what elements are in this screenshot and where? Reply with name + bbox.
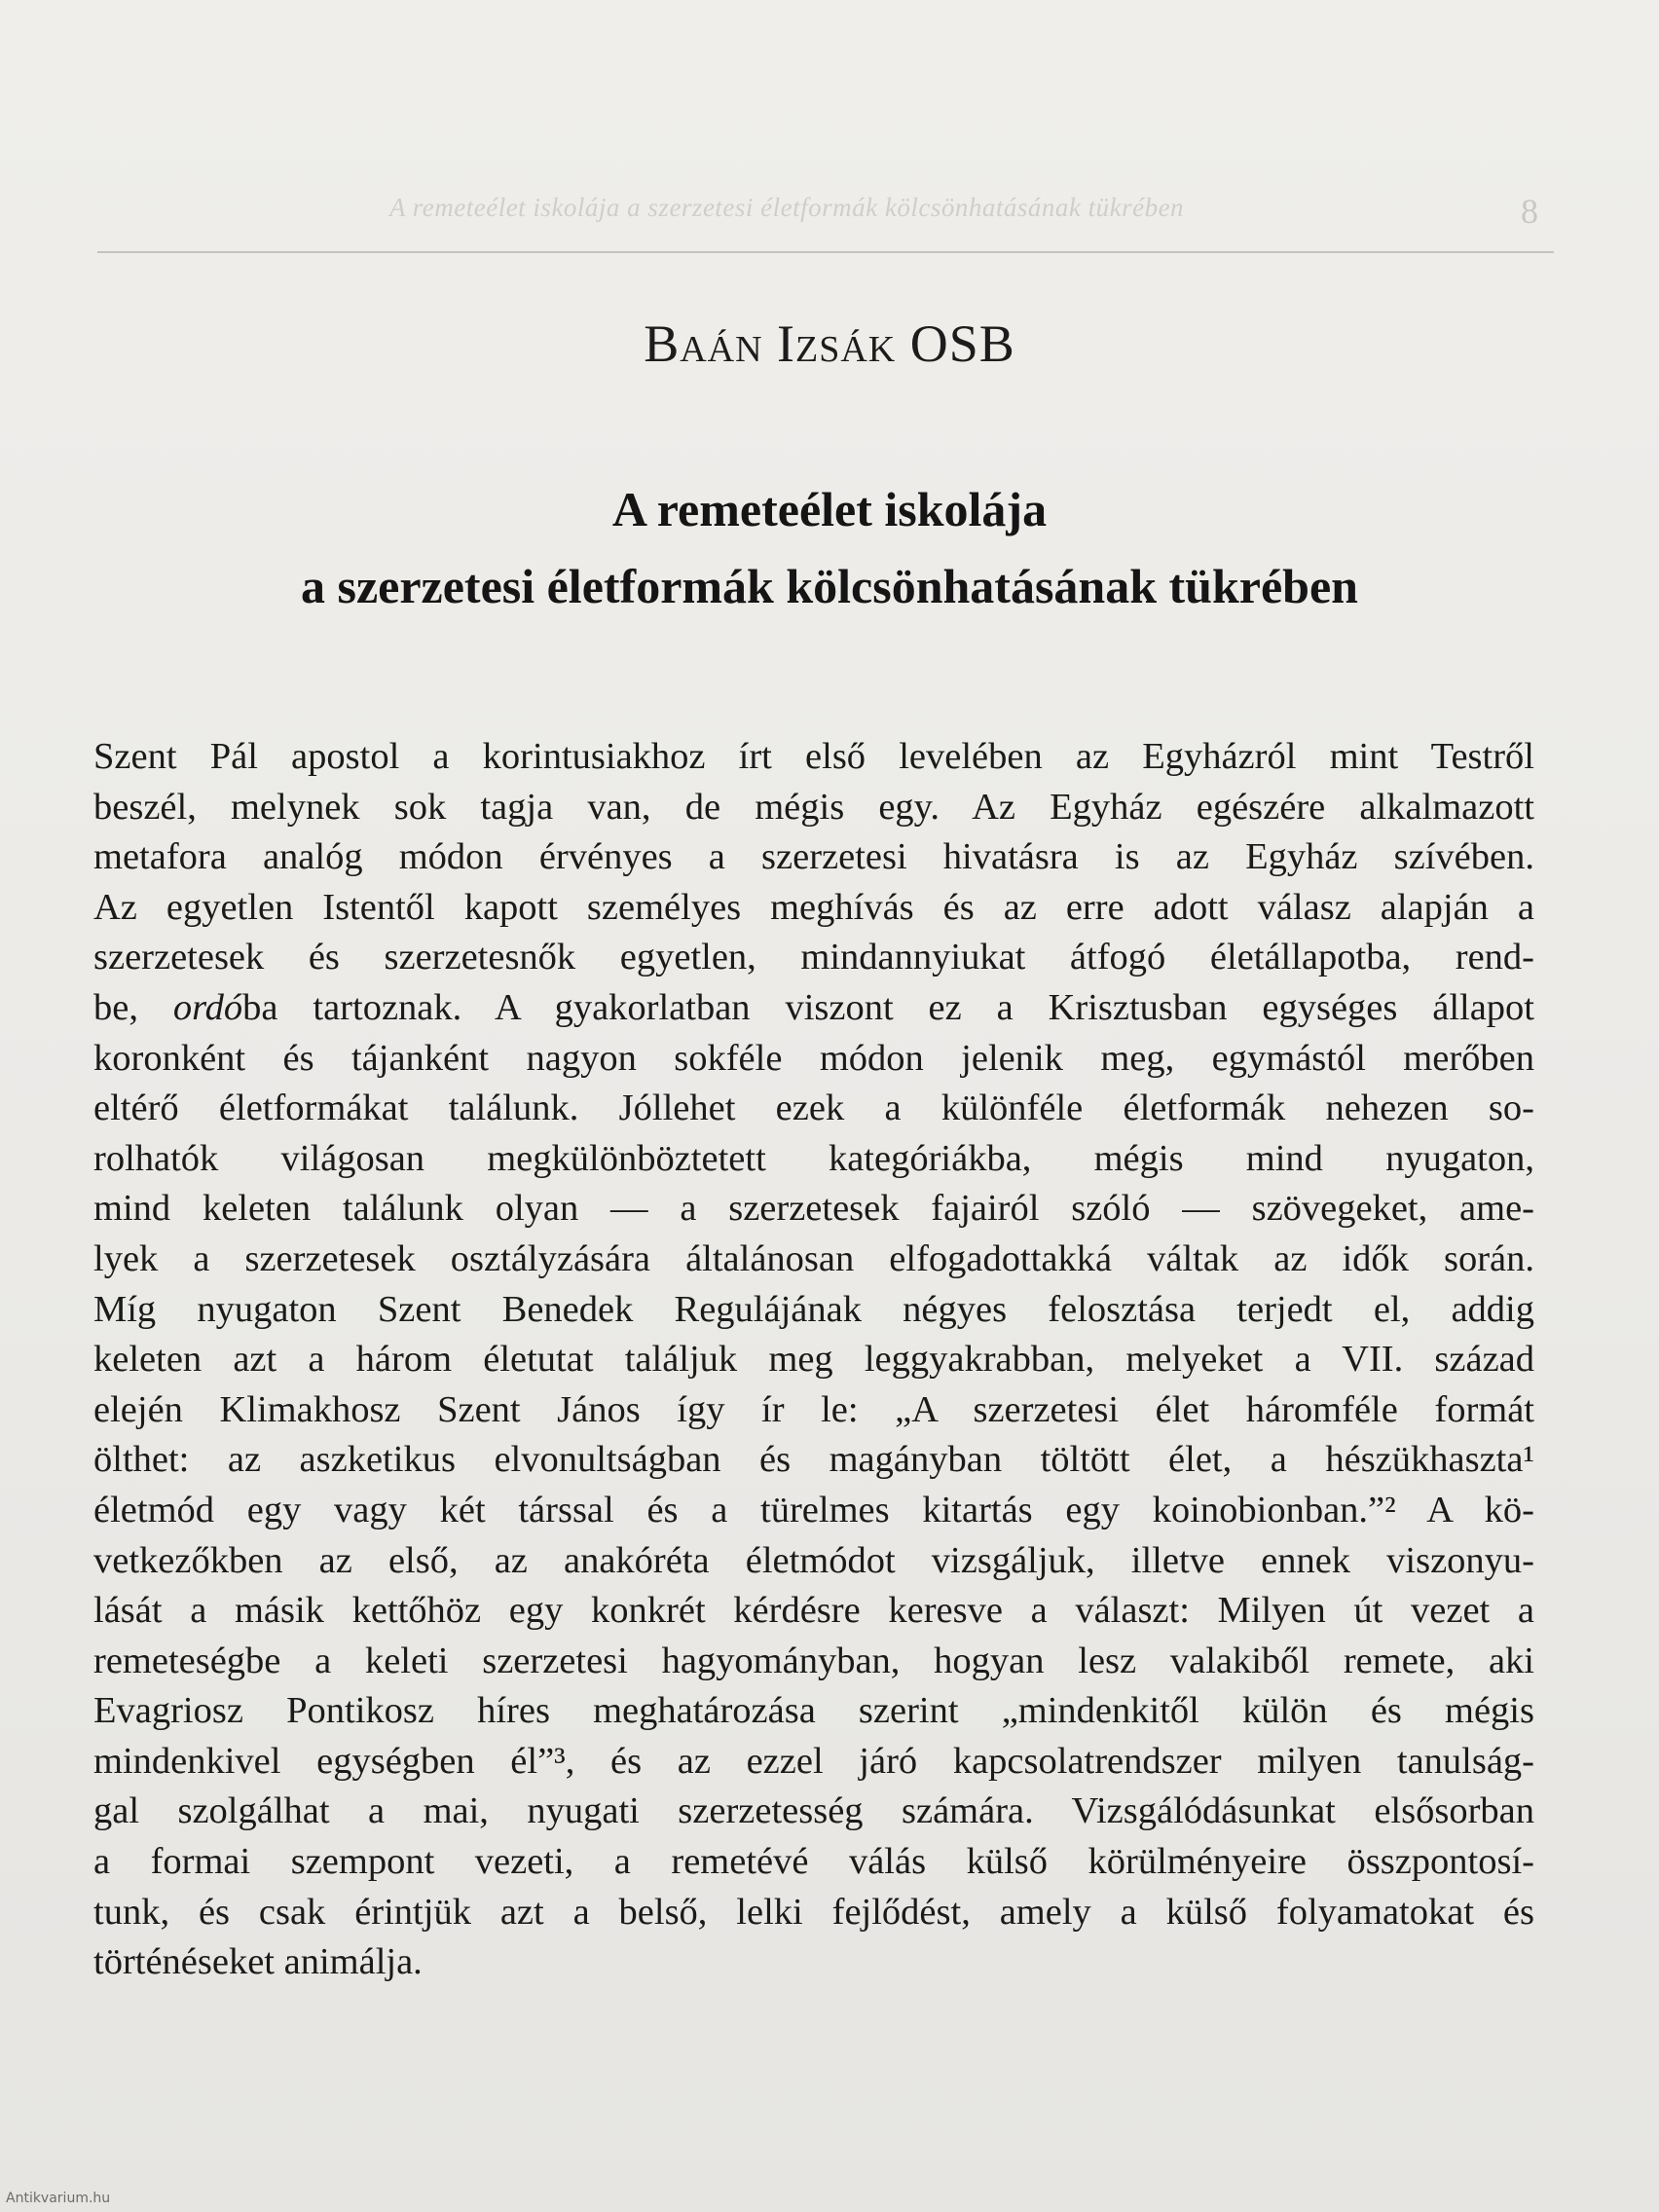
body-line: mindenkivel egységben él”³, és az ezzel járó kapcsolatrendszer milyen tanulság-	[93, 1740, 1534, 1782]
body-line: lását a másik kettőhöz egy konkrét kérdésre keresve a választ: Milyen út vezet a	[93, 1590, 1534, 1632]
body-line: beszél, melynek sok tagja van, de mégis egy. Az Egyház egészére alkalmazott	[93, 786, 1534, 828]
article-title	[97, 471, 1562, 625]
body-line: Szent Pál apostol a korintusiakhoz írt első levelében az Egyházról mint Testről	[93, 736, 1534, 777]
running-header: A remeteélet iskolája a szerzetesi életformák kölcsönhatásának tükrében	[389, 193, 1185, 222]
body-line: vetkezőkben az első, az anakóréta életmódot vizsgáljuk, illetve ennek viszonyu-	[93, 1539, 1534, 1581]
body-line: Evagriosz Pontikosz híres meghatározása szerint „mindenkitől külön és mégis	[93, 1690, 1534, 1732]
title-line: a szerzetesi életformák kölcsönhatásának tükrében	[301, 559, 1358, 613]
body-line: Míg nyugaton Szent Benedek Regulájának négyes felosztása terjedt el, addig	[93, 1288, 1534, 1330]
body-line: a formai szempont vezeti, a remetévé válás külső körülményeire összpontosí-	[93, 1841, 1534, 1883]
author-name: Baán Izsák OSB	[644, 314, 1015, 373]
body-line: történéseket animálja.	[93, 1941, 423, 1983]
body-line: ölthet: az aszketikus elvonultságban és magányban töltött élet, a hészükhaszta¹	[93, 1439, 1534, 1481]
body-line: mind keleten találunk olyan — a szerzetesek fajairól szóló — szövegeket, ame-	[93, 1188, 1534, 1230]
body-line: elején Klimakhosz Szent János így ír le: „A szerzetesi élet háromféle formát	[93, 1388, 1534, 1430]
body-line: életmód egy vagy két társsal és a türelmes kitartás egy koinobionban.”² A kö-	[93, 1489, 1534, 1530]
body-line: szerzetesek és szerzetesnők egyetlen, mindannyiukat átfogó életállapotba, rend-	[93, 937, 1534, 978]
body-line: tunk, és csak érintjük azt a belső, lelki fejlődést, amely a külső folyamatokat és	[93, 1891, 1534, 1933]
body-line: remeteségbe a keleti szerzetesi hagyományban, hogyan lesz valakiből remete, aki	[93, 1640, 1534, 1681]
body-line: koronként és tájanként nagyon sokféle módon jelenik meg, egymástól merőben	[93, 1037, 1534, 1079]
body-line: lyek a szerzetesek osztályzására általánosan elfogadottakká váltak az idők során.	[93, 1237, 1534, 1279]
watermark: Antikvarium.hu	[6, 2191, 111, 2206]
italic-term: ordó	[172, 986, 243, 1028]
header-rule	[97, 251, 1554, 253]
title-line: A remeteélet iskolája	[611, 482, 1048, 536]
body-line: gal szolgálhat a mai, nyugati szerzetesség számára. Vizsgálódásunkat elsősorban	[93, 1790, 1534, 1832]
body-line: Az egyetlen Istentől kapott személyes meghívás és az erre adott válasz alapján a	[93, 886, 1534, 928]
body-line: keleten azt a három életutat találjuk meg leggyakrabban, melyeket a VII. század	[93, 1339, 1534, 1381]
page-number: 8	[1521, 192, 1538, 231]
body-line: eltérő életformákat találunk. Jóllehet ezek a különféle életformák nehezen so-	[93, 1088, 1534, 1129]
body-line: rolhatók világosan megkülönböztetett kategóriákba, mégis mind nyugaton,	[93, 1137, 1534, 1179]
body-paragraph	[93, 732, 1534, 1988]
body-line: be, ordóba tartoznak. A gyakorlatban viszont ez a Krisztusban egységes állapot	[93, 986, 1535, 1028]
body-line: metafora analóg módon érvényes a szerzetesi hivatásra is az Egyház szívében.	[93, 836, 1534, 878]
